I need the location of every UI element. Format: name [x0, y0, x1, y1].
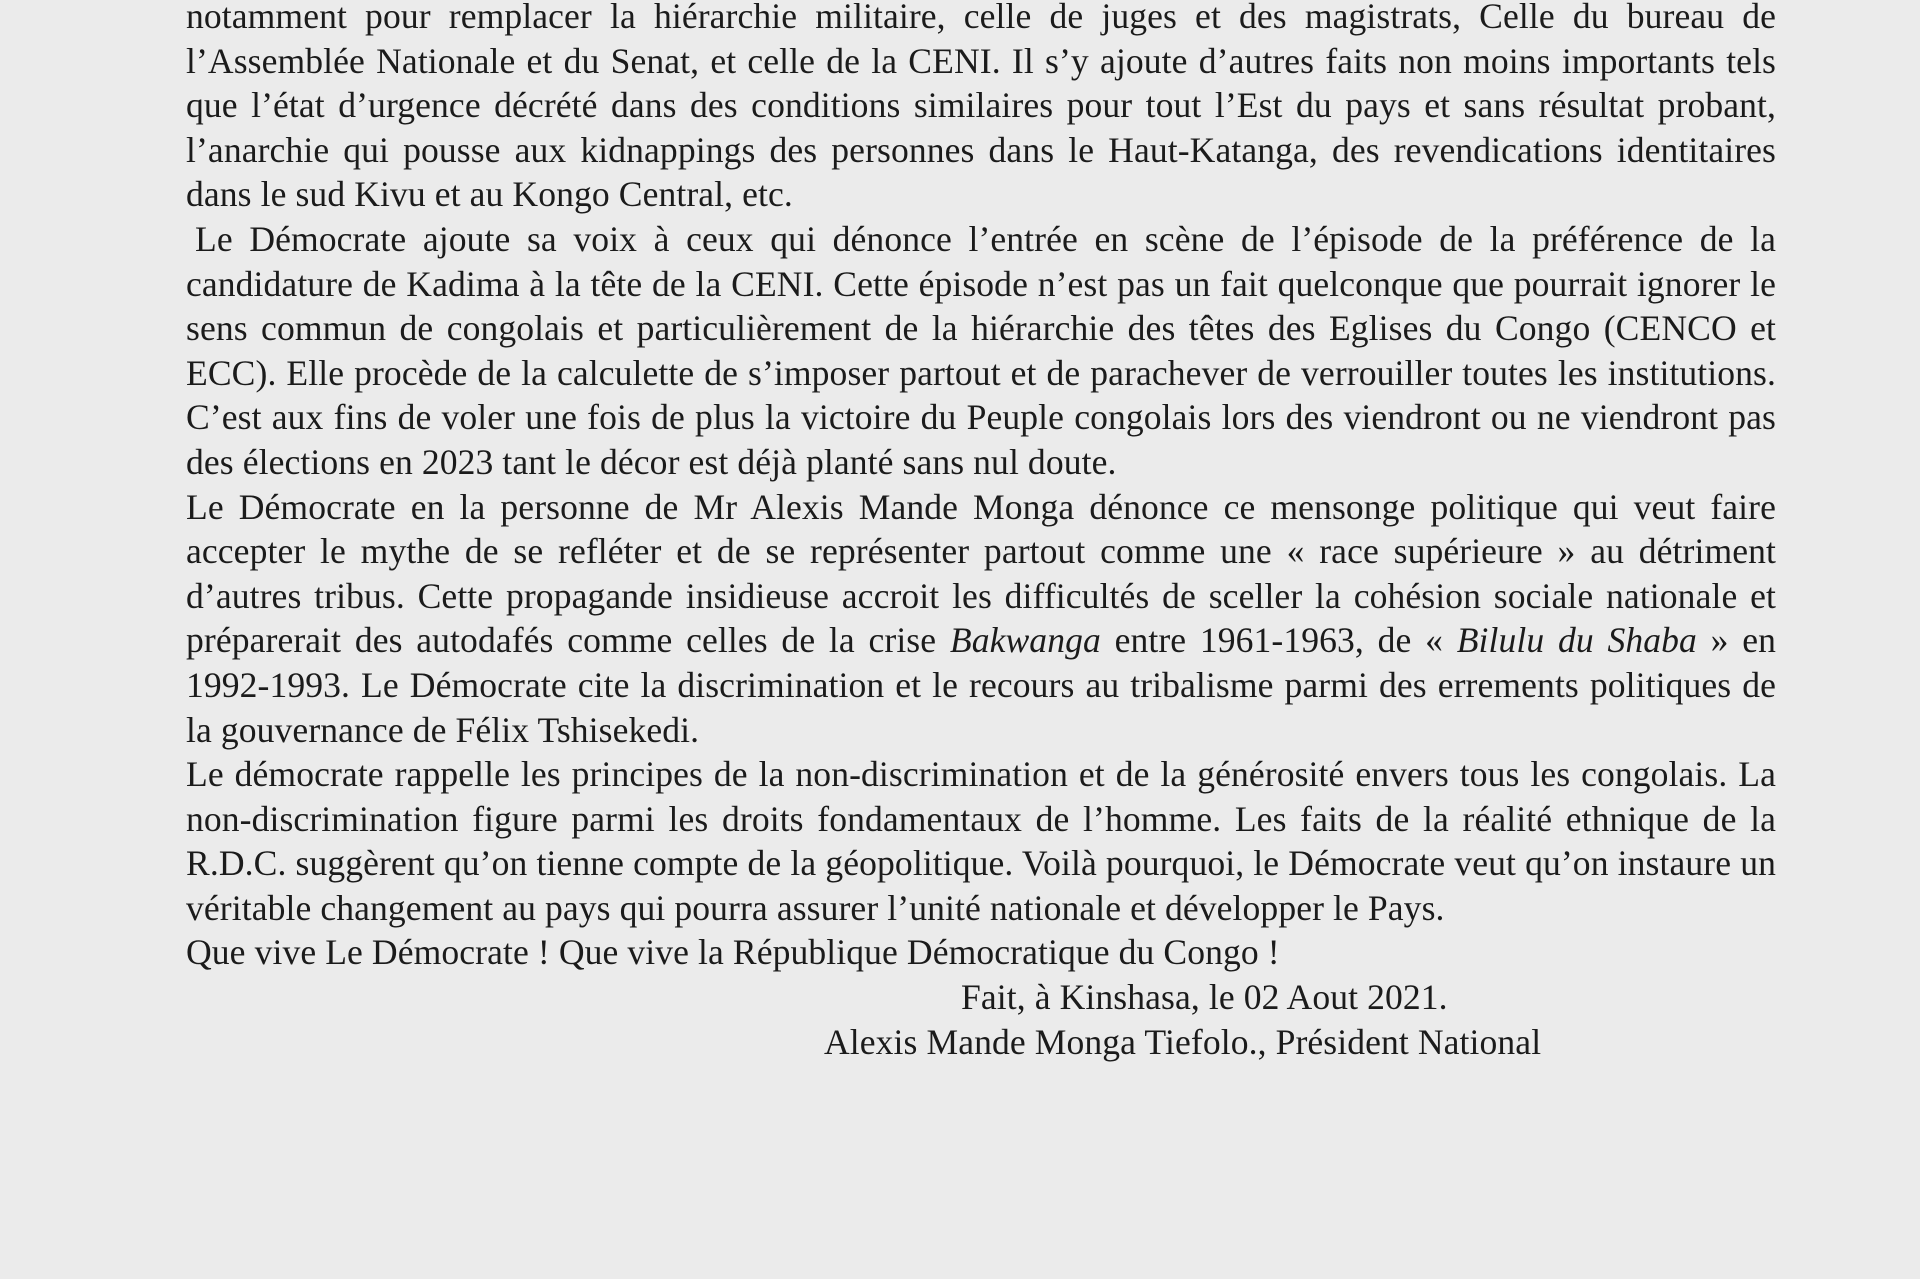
italic-bilulu-du-shaba: Bilulu du Shaba [1456, 620, 1697, 661]
paragraph-non-discrimination: Le démocrate rappelle les principes de la non-discrimination et de la générosité envers tous les congolais. La non-discrimination figure parmi les droits fondamentaux de l’homme. Les faits de la réalité ethnique de la R.D.C. suggèrent qu’on tienne compte de la géopolitique. Voilà pourquoi, le Démocrate veut qu’on instaure un véritable changement au pays qui pourra assurer l’unité nationale et développer le Pays. [186, 754, 1776, 928]
closing-slogan: Que vive Le Démocrate ! Que vive la République Démocratique du Congo ! [186, 932, 1280, 973]
paragraph-ceni-kadima: Le Démocrate ajoute sa voix à ceux qui dénonce l’entrée en scène de l’épisode de la préférence de la candidature de Kadima à la tête de la CENI. Cette épisode n’est pas un fait quelconque que pourrait ignorer le sens commun de congolais et particulièrement de la hiérarchie des têtes des Eglises du Congo (CENCO et ECC). Elle procède de la calculette de s’imposer partout et de parachever de verrouiller toutes les institutions. C’est aux fins de voler une fois de plus la victoire du Peuple congolais lors des viendront ou ne viendront pas des élections en 2023 tant le décor est déjà planté sans nul doute. [186, 218, 1776, 482]
italic-bakwanga: Bakwanga [949, 620, 1101, 661]
paragraph-propaganda-text-3: » en 1992-1993. Le Démocrate cite la discrimination et le recours au tribalisme parmi des errements politiques de la gouvernance de Félix Tshisekedi. [186, 620, 1776, 750]
paragraph-propaganda [186, 485, 1776, 753]
paragraph-propaganda-text-1: Le Démocrate en la personne de Mr Alexis Mande Monga dénonce ce mensonge politique qui veut faire accepter le mythe de se refléter et de se représenter partout comme une « race supérieure » au détriment d’autres tribus. Cette propagande insidieuse accroit les difficultés de sceller la cohésion sociale nationale et préparerait des autodafés comme celles de la crise [186, 486, 1776, 661]
signature-line: Alexis Mande Monga Tiefolo., Président National [824, 1021, 1542, 1062]
paragraph-propaganda-text-2: entre 1961-1963, de « [1100, 620, 1457, 661]
paragraph-institutions: notamment pour remplacer la hiérarchie militaire, celle de juges et des magistrats, Celle du bureau de l’Assemblée Nationale et du Senat, et celle de la CENI. Il s’y ajoute d’autres faits non moins importants tels que l’état d’urgence décrété dans des conditions similaires pour tout l’Est du pays et sans résultat probant, l’anarchie qui pousse aux kidnappings des personnes dans le Haut-Katanga, des revendications identitaires dans le sud Kivu et au Kongo Central, etc. [186, 0, 1776, 215]
place-date-line: Fait, à Kinshasa, le 02 Aout 2021. [961, 977, 1448, 1018]
document-page [186, 0, 1776, 1064]
